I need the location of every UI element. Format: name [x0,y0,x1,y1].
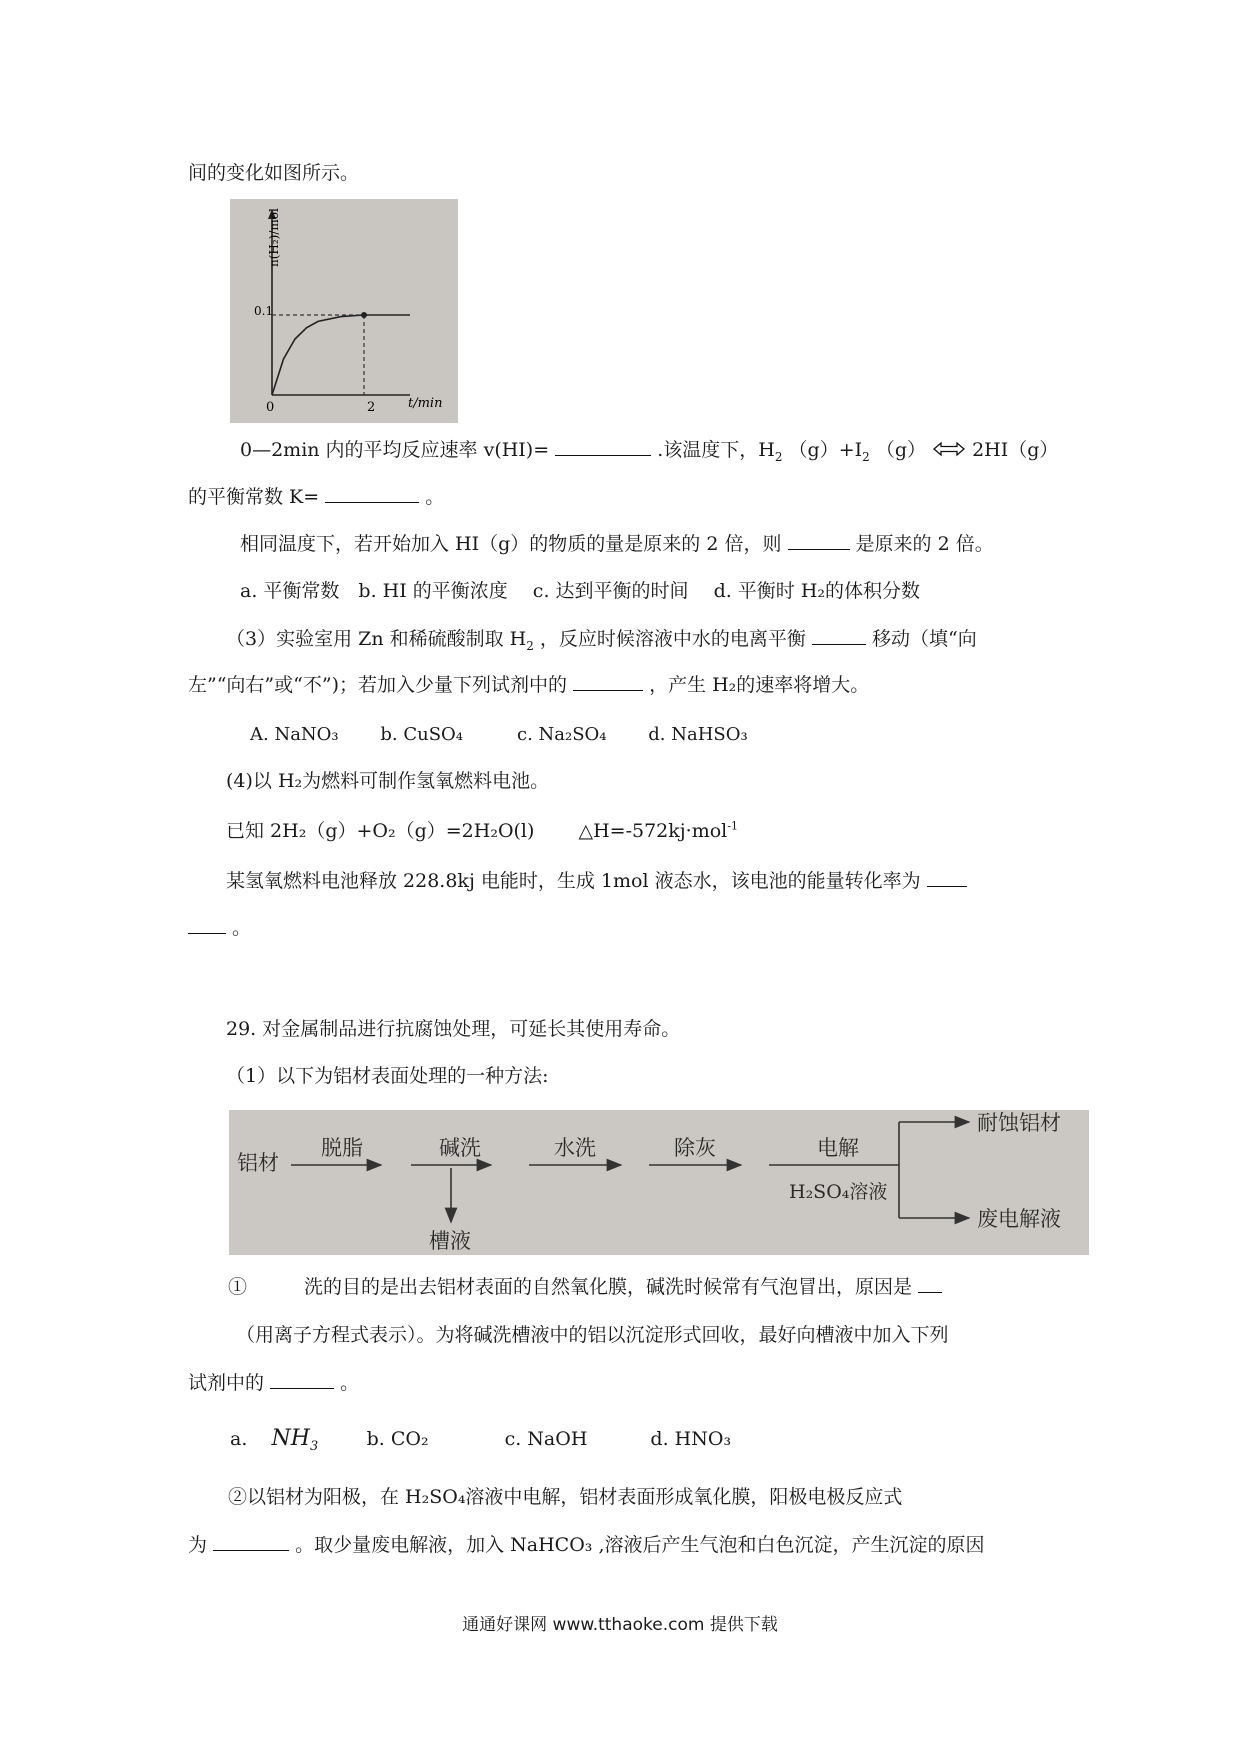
q29-p2-line1: ②以铝材为阳极，在 H₂SO₄溶液中电解，铝材表面形成氧化膜，阳极电极反应式 [228,1486,903,1508]
q3-shift-blank[interactable] [812,626,866,645]
q29-p1-text: ① 洗的目的是出去铝材表面的自然氧化膜，碱洗时候常有气泡冒出，原因是 [228,1276,913,1298]
x-tick-label: 2 [367,400,376,415]
q2-options: a. 平衡常数 b. HI 的平衡浓度 c. 达到平衡的时间 d. 平衡时 H₂的体积分数 [240,580,921,602]
k-answer-blank[interactable] [325,484,419,503]
q29-p1-line2: （用离子方程式表示）。为将碱洗槽液中的铝以沉淀形式回收，最好向槽液中加入下列 [236,1324,949,1346]
q29-p2-line2 [188,1532,984,1558]
y-tick-label: 0.1 [254,304,274,318]
origin-label: 0 [266,400,275,415]
q29-title: 29. 对金属制品进行抗腐蚀处理，可延长其使用寿命。 [226,1018,681,1040]
flow-step1: 脱脂 [321,1136,363,1160]
q4-line3-text: 某氢氧燃料电池释放 228.8kj 电能时，生成 1mol 液态水，该电池的能量转化率为 [226,870,921,892]
plateau-point [361,312,367,318]
rate-answer-blank[interactable] [555,437,651,456]
q3-line2 [188,672,869,698]
q29-p1-c: 试剂中的 [188,1372,265,1394]
q3-line2-b: ，产生 H₂的速率将增大。 [649,674,870,696]
intro-line: 间的变化如图所示。 [188,162,360,184]
q3-line1: （3）实验室用 Zn 和稀硫酸制取 $H_2$ ，反应时候溶液中水的电离平衡 移动（填“向 [226,628,977,653]
q29-p1-d: 。 [340,1372,360,1394]
flow-step5-cond: H₂SO₄溶液 [789,1181,888,1203]
aluminum-process-flowchart [229,1110,1089,1255]
page-footer: 通通好课网 www.tthaoke.com 提供下载 [462,1615,778,1635]
q1-text-a: 0—2min 内的平均反应速率 v(HI)= [240,439,556,461]
q29-p1-line1 [228,1274,942,1300]
q29-p2-c: 。取少量废电解液，加入 NaHCO₃ ,溶液后产生气泡和白色沉淀，产生沉淀的原因 [295,1534,985,1556]
q29-p2-b: 为 [188,1534,208,1556]
q3-reagent-blank[interactable] [573,672,643,691]
q4-unit-exp: -1 [727,819,738,833]
q2-answer-blank[interactable] [788,531,850,550]
q29-sub1: （1）以下为铝材表面处理的一种方法: [226,1065,549,1087]
q3-text-b: ，反应时候溶液中水的电离平衡 [539,628,806,650]
anode-reaction-blank[interactable] [213,1532,289,1551]
y-axis-label: n(H₂)/mol [267,208,281,267]
q1-line1: 0—2min 内的平均反应速率 v(HI)= .该温度下，$H_2$ $(g)+I_2$ （g） 2HI（g） [240,439,1059,464]
flow-out1: 耐蚀铝材 [977,1111,1061,1135]
q29-opt-nh3-sub: 3 [309,1438,319,1454]
q1-line2-end: 。 [425,486,445,508]
flow-step4: 除灰 [674,1136,716,1160]
q1-text-d: （g） [875,439,926,461]
flow-step3: 水洗 [554,1136,596,1160]
q2-text-a: 相同温度下，若开始加入 HI（g）的物质的量是原来的 2 倍，则 [240,533,782,555]
q2-line1 [240,531,994,557]
graph-svg [230,199,458,423]
q3-text-a: （3）实验室用 Zn 和稀硫酸制取 H [226,628,527,650]
q1-line2 [188,484,444,510]
q29-opt-nh3: NH [271,1426,310,1451]
q1-line2-text: 的平衡常数 K= [188,486,320,508]
q1-text-c: （g）+I [788,439,863,461]
q1-text-b: .该温度下，H [657,439,775,461]
q3-text-c: 移动（填“向 [872,628,977,650]
flow-start: 铝材 [237,1151,279,1175]
q4-line2 [226,818,738,844]
h2-time-graph [230,199,458,423]
flow-out2: 废电解液 [977,1207,1061,1231]
q3-line2-a: 左”“向右”或“不”)；若加入少量下列试剂中的 [188,674,567,696]
q4-line1: (4)以 H₂为燃料可制作氢氧燃料电池。 [226,770,550,792]
q29-p1-line3 [188,1370,359,1396]
q4-thermo-eq: 已知 2H₂（g）+O₂（g）=2H₂O(l) △H=-572kj·mol [226,820,728,842]
q4-line3 [226,868,967,894]
q29-opt-a: a. [230,1428,248,1450]
x-axis-label: t/min [408,396,443,411]
q29-opt-rest: b. CO₂ c. NaOH d. HNO₃ [366,1428,732,1450]
flow-step2: 碱洗 [439,1136,481,1160]
flow-side: 槽液 [429,1229,471,1253]
equilibrium-arrow-icon [932,438,966,464]
ion-equation-blank[interactable] [918,1274,942,1293]
q29-options [230,1426,731,1452]
q2-text-b: 是原来的 2 倍。 [855,533,994,555]
flowchart-svg [229,1110,1089,1255]
h2-curve [272,315,410,395]
efficiency-blank-1[interactable] [927,868,967,887]
q4-line4-end: 。 [232,917,252,939]
q1-text-e: 2HI（g） [972,439,1059,461]
efficiency-blank-2[interactable] [188,915,226,934]
flow-step5: 电解 [817,1136,859,1160]
q29-reagent-blank[interactable] [270,1370,334,1389]
q3-options: A. NaNO₃ b. CuSO₄ c. Na₂SO₄ d. NaHSO₃ [250,724,748,745]
q4-line4 [188,915,251,941]
